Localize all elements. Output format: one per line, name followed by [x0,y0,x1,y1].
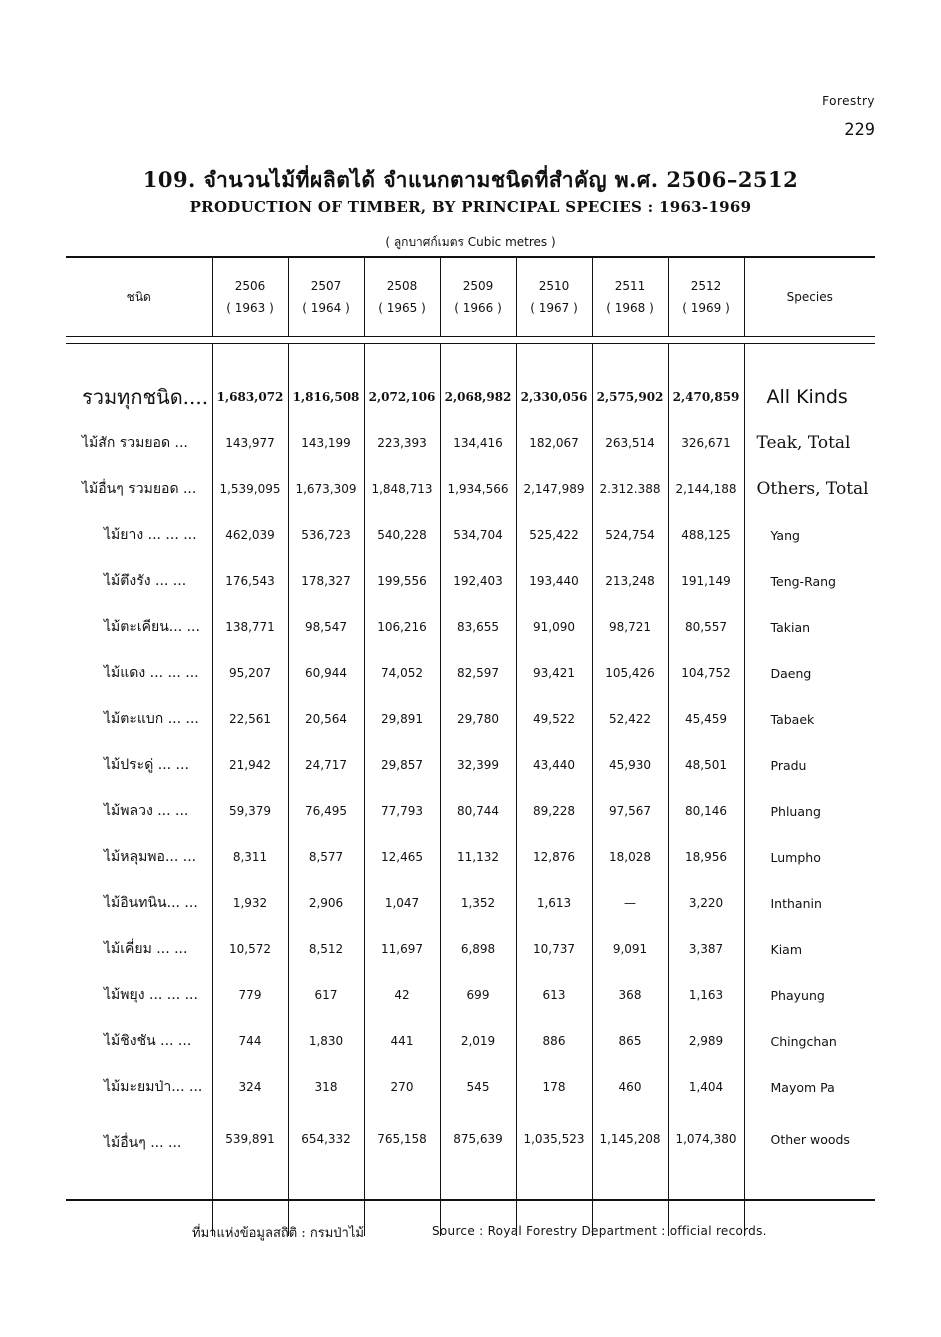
value-cell: 106,216 [364,604,440,650]
page-number: 229 [844,120,875,140]
value-cell: 89,228 [516,788,592,834]
value-cell: 6,898 [440,926,516,972]
table-row [66,972,875,1018]
value-cell: 460 [592,1064,668,1110]
value-cell: 779 [212,972,288,1018]
year-be: 2512 [690,279,722,293]
value-cell: 43,440 [516,742,592,788]
value-cell: 699 [440,972,516,1018]
value-cell: 488,125 [668,512,744,558]
year-ce: ( 1968 ) [606,301,654,315]
year-ce: ( 1966 ) [454,301,502,315]
value-cell: 3,220 [668,880,744,926]
thai-species-name: ไม้เคี่ยม ... ... [104,941,188,957]
value-cell: 29,780 [440,696,516,742]
english-species-name: Other woods [744,1110,875,1196]
value-cell: 143,199 [288,420,364,466]
value-cell: 9,091 [592,926,668,972]
value-cell: 74,052 [364,650,440,696]
value-cell: 178,327 [288,558,364,604]
value-cell: 178 [516,1064,592,1110]
english-species-name: Yang [744,512,875,558]
thai-species-name: ไม้หลุมพอ... ... [104,849,197,865]
thai-type-header: ชนิด [66,257,212,337]
value-cell: 42 [364,972,440,1018]
thai-species-name: ไม้ตะเคียน... ... [104,619,200,635]
value-cell: 534,704 [440,512,516,558]
value-cell: 22,561 [212,696,288,742]
value-cell: 539,891 [212,1110,288,1196]
year-header [212,257,288,337]
english-species-name: Inthanin [744,880,875,926]
english-species-name: Mayom Pa [744,1064,875,1110]
value-cell: 77,793 [364,788,440,834]
value-cell: 82,597 [440,650,516,696]
value-cell: 3,387 [668,926,744,972]
table-row [66,696,875,742]
value-cell: 199,556 [364,558,440,604]
year-header [668,257,744,337]
value-cell: 193,440 [516,558,592,604]
value-cell: 1,035,523 [516,1110,592,1196]
english-species-name: Chingchan [744,1018,875,1064]
table-row [66,420,875,466]
value-cell: 441 [364,1018,440,1064]
value-cell: 886 [516,1018,592,1064]
value-cell: 12,465 [364,834,440,880]
value-cell: 540,228 [364,512,440,558]
table-row [66,1064,875,1110]
english-species-name: Lumpho [744,834,875,880]
value-cell: 192,403 [440,558,516,604]
value-cell: 462,039 [212,512,288,558]
value-cell: 1,613 [516,880,592,926]
english-species-name: Phluang [744,788,875,834]
value-cell: 48,501 [668,742,744,788]
english-species-name: Teng-Rang [744,558,875,604]
thai-species-name: ไม้สัก รวมยอด ... [82,435,188,451]
value-cell: 326,671 [668,420,744,466]
value-cell: 80,146 [668,788,744,834]
value-cell: 263,514 [592,420,668,466]
value-cell: 2,147,989 [516,466,592,512]
thai-species-name: ไม้มะยมป่า... ... [104,1079,203,1095]
value-cell: 1,163 [668,972,744,1018]
value-cell: 29,891 [364,696,440,742]
value-cell: 2,575,902 [592,374,668,420]
header-row [66,257,875,337]
value-cell: 83,655 [440,604,516,650]
year-be: 2509 [462,279,494,293]
value-cell: 80,744 [440,788,516,834]
species-header: Species [744,257,875,337]
thai-species-name: ไม้พยุง ... ... ... [104,987,198,1003]
thai-species-name: ไม้แดง ... ... ... [104,665,199,681]
table-row [66,512,875,558]
value-cell: 654,332 [288,1110,364,1196]
value-cell: 1,816,508 [288,374,364,420]
value-cell: 1,683,072 [212,374,288,420]
table-row [66,604,875,650]
table-row [66,466,875,512]
value-cell: 182,067 [516,420,592,466]
value-cell: 2,019 [440,1018,516,1064]
value-cell: 97,567 [592,788,668,834]
year-header [288,257,364,337]
value-cell: 2,470,859 [668,374,744,420]
timber-production-table [66,256,875,1236]
thai-species-name: ไม้อื่นๆ รวมยอด ... [82,481,197,497]
value-cell: 2.312.388 [592,466,668,512]
english-species-name: Pradu [744,742,875,788]
english-species-name: Others, Total [744,466,875,512]
value-cell: 1,673,309 [288,466,364,512]
value-cell: 525,422 [516,512,592,558]
value-cell: 270 [364,1064,440,1110]
top-padding-row [66,344,875,375]
value-cell: 143,977 [212,420,288,466]
value-cell: 8,512 [288,926,364,972]
value-cell: 10,572 [212,926,288,972]
year-be: 2510 [538,279,570,293]
english-species-name: Daeng [744,650,875,696]
value-cell: 223,393 [364,420,440,466]
year-ce: ( 1969 ) [682,301,730,315]
value-cell: 91,090 [516,604,592,650]
value-cell: 18,028 [592,834,668,880]
value-cell: 45,930 [592,742,668,788]
value-cell: 32,399 [440,742,516,788]
source-note-thai: ที่มาแห่งข้อมูลสถิติ : กรมป่าไม้ [192,1226,364,1241]
source-note-english: Source : Royal Forestry Department : official records. [432,1224,767,1238]
year-header [516,257,592,337]
table-row [66,834,875,880]
thai-species-name: ไม้ชิงชัน ... ... [104,1033,192,1049]
table-row [66,1110,875,1196]
value-cell: 536,723 [288,512,364,558]
value-cell: 1,830 [288,1018,364,1064]
thai-species-name: ไม้พลวง ... ... [104,803,189,819]
value-cell: 8,311 [212,834,288,880]
english-species-name: Kiam [744,926,875,972]
value-cell: 176,543 [212,558,288,604]
table-title-thai: 109. จำนวนไม้ที่ผลิตได้ จำแนกตามชนิดที่สำคัญ พ.ศ. 2506–2512 [142,167,799,192]
value-cell: 213,248 [592,558,668,604]
value-cell: 29,857 [364,742,440,788]
value-cell: 60,944 [288,650,364,696]
thai-species-name: ไม้ตะแบก ... ... [104,711,199,727]
table-title-english: PRODUCTION OF TIMBER, BY PRINCIPAL SPECIES : 1963-1969 [189,198,752,216]
value-cell: 368 [592,972,668,1018]
value-cell: 865 [592,1018,668,1064]
value-cell: 1,404 [668,1064,744,1110]
value-cell: 2,072,106 [364,374,440,420]
table-bottom-rule [66,1199,875,1201]
thai-species-name: รวมทุกชนิด.... [82,385,209,409]
value-cell: 138,771 [212,604,288,650]
value-cell: 104,752 [668,650,744,696]
value-cell: 617 [288,972,364,1018]
value-cell: 59,379 [212,788,288,834]
value-cell: 324 [212,1064,288,1110]
value-cell: 11,697 [364,926,440,972]
value-cell: 98,721 [592,604,668,650]
table-row [66,1018,875,1064]
value-cell: 2,906 [288,880,364,926]
table-row [66,650,875,696]
value-cell: 10,737 [516,926,592,972]
value-cell: 95,207 [212,650,288,696]
value-cell: 524,754 [592,512,668,558]
value-cell: 1,932 [212,880,288,926]
year-ce: ( 1964 ) [302,301,350,315]
table-row [66,558,875,604]
thai-species-name: ไม้อินทนิน... ... [104,895,198,911]
year-header [592,257,668,337]
table-row [66,926,875,972]
value-cell: 191,149 [668,558,744,604]
english-species-name: Takian [744,604,875,650]
year-header [364,257,440,337]
year-ce: ( 1963 ) [226,301,274,315]
section-label: Forestry [822,94,875,108]
value-cell: 8,577 [288,834,364,880]
year-ce: ( 1965 ) [378,301,426,315]
thai-species-name: ไม้ตึงรัง ... ... [104,573,187,589]
year-be: 2508 [386,279,418,293]
value-cell: 2,330,056 [516,374,592,420]
value-cell: 875,639 [440,1110,516,1196]
value-cell: 80,557 [668,604,744,650]
value-cell: 1,934,566 [440,466,516,512]
table-row [66,880,875,926]
value-cell: 12,876 [516,834,592,880]
value-cell: 105,426 [592,650,668,696]
value-cell: 1,848,713 [364,466,440,512]
table-row [66,788,875,834]
value-cell: 2,068,982 [440,374,516,420]
thai-species-name: ไม้ประดู่ ... ... [104,757,189,773]
english-species-name: Teak, Total [744,420,875,466]
value-cell: 20,564 [288,696,364,742]
value-cell: 1,047 [364,880,440,926]
value-cell: 76,495 [288,788,364,834]
table-row [66,374,875,420]
year-be: 2506 [234,279,266,293]
value-cell: 2,144,188 [668,466,744,512]
english-species-name: Phayung [744,972,875,1018]
year-ce: ( 1967 ) [530,301,578,315]
year-header [440,257,516,337]
value-cell: 545 [440,1064,516,1110]
value-cell: 1,074,380 [668,1110,744,1196]
value-cell: 93,421 [516,650,592,696]
value-cell: 613 [516,972,592,1018]
value-cell: 18,956 [668,834,744,880]
table-row [66,742,875,788]
value-cell: 24,717 [288,742,364,788]
value-cell: 744 [212,1018,288,1064]
value-cell: 21,942 [212,742,288,788]
value-cell: 11,132 [440,834,516,880]
year-be: 2511 [614,279,646,293]
thai-species-name: ไม้อื่นๆ ... ... [104,1135,182,1151]
value-cell: 45,459 [668,696,744,742]
value-cell: 1,352 [440,880,516,926]
value-cell: 2,989 [668,1018,744,1064]
english-species-name: All Kinds [744,374,875,420]
value-cell: 318 [288,1064,364,1110]
value-cell: 52,422 [592,696,668,742]
value-cell: 765,158 [364,1110,440,1196]
value-cell: 1,539,095 [212,466,288,512]
units-note: ( ลูกบาศก์เมตร Cubic metres ) [385,235,556,249]
value-cell: 49,522 [516,696,592,742]
thai-species-name: ไม้ยาง ... ... ... [104,527,197,543]
value-cell: 134,416 [440,420,516,466]
year-be: 2507 [310,279,342,293]
value-cell: 1,145,208 [592,1110,668,1196]
value-cell: 98,547 [288,604,364,650]
english-species-name: Tabaek [744,696,875,742]
value-cell: — [592,880,668,926]
